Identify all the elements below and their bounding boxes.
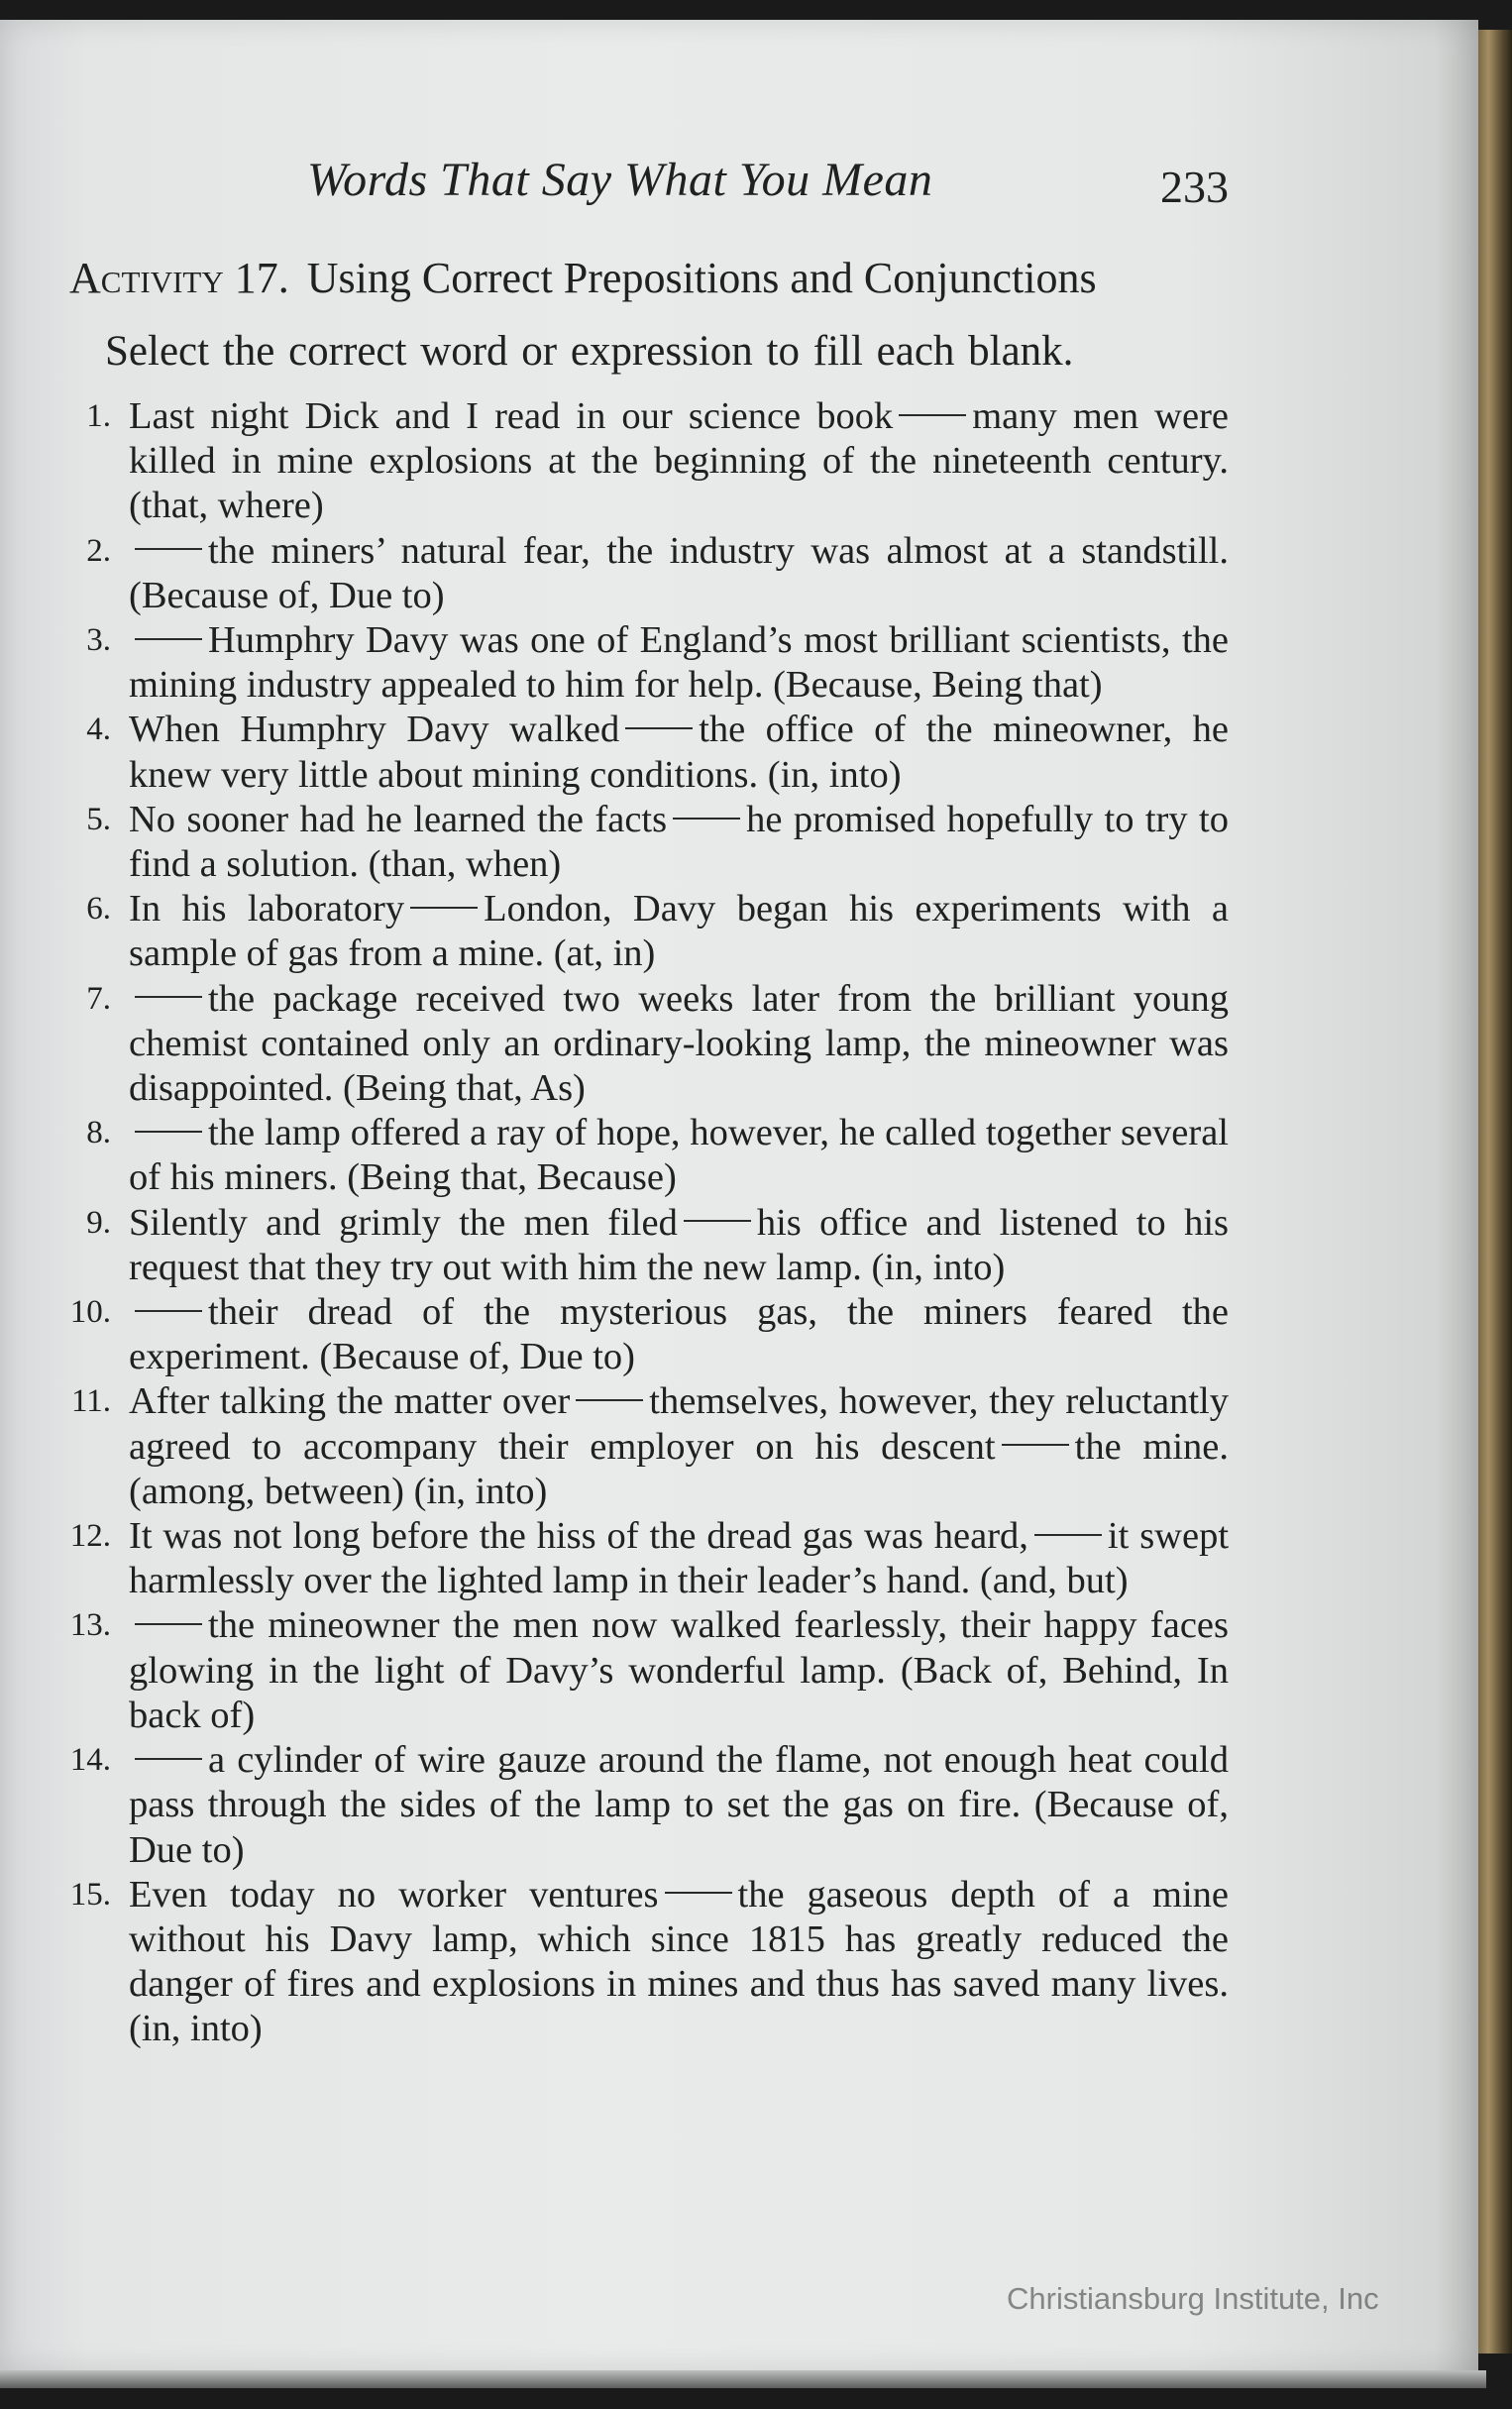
exercise-number: 8.	[86, 1115, 111, 1151]
running-head	[69, 129, 1229, 212]
exercise-item	[69, 977, 1229, 1112]
fill-in-blank	[899, 414, 966, 416]
fill-in-blank	[135, 548, 202, 550]
exercise-text-after: his office and listened to his request that they try out with him the new lamp. (in, into)	[129, 1201, 1229, 1288]
exercise-item	[69, 394, 1229, 529]
exercise-text-after: the mineowner the men now walked fearlessly, their happy faces glowing in the light of Davy’s wonderful lamp. (Back of, Behind, In back of)	[129, 1604, 1229, 1736]
exercise-text-before: Last night Dick and I read in our science book	[129, 395, 894, 437]
exercise-number: 13.	[69, 1607, 111, 1644]
exercise-item	[69, 618, 1229, 708]
fill-in-blank	[135, 638, 202, 640]
activity-heading	[69, 250, 1229, 307]
exercise-item	[69, 1873, 1229, 2052]
watermark: Christiansburg Institute, Inc	[1007, 2281, 1379, 2316]
activity-instruction: Select the correct word or expression to fill each blank.	[105, 328, 1074, 375]
fill-in-blank	[135, 1758, 202, 1760]
exercise-item	[69, 1111, 1229, 1200]
fill-in-blank	[135, 996, 202, 998]
running-title: Words That Say What You Mean	[307, 154, 933, 206]
fill-in-blank	[410, 907, 478, 909]
exercise-item	[69, 708, 1229, 797]
exercise-text-after: the package received two weeks later from the brilliant young chemist contained only an ordinary-looking lamp, the mineowner was disappointed. (Being that, As)	[129, 977, 1229, 1110]
exercise-number: 12.	[69, 1518, 111, 1555]
exercise-text-before: In his laboratory	[129, 888, 405, 931]
exercise-item	[69, 529, 1229, 618]
book-spine-edge	[1478, 30, 1512, 2354]
fill-in-blank	[673, 818, 740, 820]
exercise-item	[69, 1514, 1229, 1603]
exercise-text-after: the gaseous depth of a mine without his Davy lamp, which since 1815 has greatly reduced the danger of fires and explosions in mines and thus has saved many lives. (in, into)	[129, 1873, 1229, 2050]
exercise-text-after: the office of the mineowner, he knew very little about mining conditions. (in, into)	[129, 709, 1229, 796]
fill-in-blank	[1002, 1444, 1069, 1446]
exercise-text-before: Silently and grimly the men filed	[129, 1201, 678, 1244]
exercise-item	[69, 887, 1229, 976]
exercise-number: 1.	[86, 398, 111, 434]
exercise-number: 15.	[69, 1876, 111, 1913]
fill-in-blank	[135, 1131, 202, 1133]
exercise-item	[69, 1379, 1229, 1514]
exercise-text-after: a cylinder of wire gauze around the flame, not enough heat could pass through the sides of the lamp to set the gas on fire. (Because of, Due to)	[129, 1739, 1229, 1871]
exercise-number: 4.	[86, 712, 111, 748]
exercise-text-after: the lamp offered a ray of hope, however, he called together several of his miners. (Being that, Because)	[129, 1112, 1229, 1199]
exercise-text-before: After talking the matter over	[129, 1380, 571, 1423]
activity-label: Activity 17.	[69, 254, 289, 302]
exercise-number: 5.	[86, 801, 111, 837]
exercise-text-after: he promised hopefully to try to find a solution. (than, when)	[129, 798, 1229, 886]
fill-in-blank	[135, 1623, 202, 1625]
fill-in-blank	[1034, 1534, 1102, 1536]
page-number: 233	[1160, 162, 1229, 212]
fill-in-blank	[576, 1399, 643, 1401]
exercise-text-after: it swept harmlessly over the lighted lamp in their leader’s hand. (and, but)	[129, 1515, 1230, 1602]
exercise-number: 14.	[69, 1742, 111, 1779]
exercise-text-after: the mine. (among, between) (in, into)	[129, 1425, 1229, 1512]
exercise-item	[69, 1201, 1229, 1290]
exercise-item	[69, 798, 1229, 887]
exercise-text-before: When Humphry Davy walked	[129, 709, 620, 751]
exercise-number: 2.	[86, 532, 111, 569]
exercise-text-before: No sooner had he learned the facts	[129, 798, 668, 840]
exercise-list	[69, 394, 1229, 2052]
activity-title: Using Correct Prepositions and Conjunctions	[306, 254, 1097, 302]
exercise-item	[69, 1738, 1229, 1873]
exercise-text-after: many men were killed in mine explosions at the beginning of the nineteenth century. (that, where)	[129, 395, 1229, 527]
fill-in-blank	[625, 727, 693, 729]
page-content	[69, 129, 1229, 2052]
exercise-number: 11.	[70, 1383, 111, 1420]
exercise-text-before: Even today no worker ventures	[129, 1873, 659, 1916]
exercise-number: 3.	[86, 622, 111, 659]
exercise-text-after: London, Davy began his experiments with a sample of gas from a mine. (at, in)	[129, 888, 1229, 975]
exercise-text-before: It was not long before the hiss of the dread gas was heard,	[129, 1515, 1028, 1558]
exercise-number: 10.	[69, 1294, 111, 1331]
exercise-number: 7.	[86, 980, 111, 1017]
exercise-text-after: their dread of the mysterious gas, the miners feared the experiment. (Because of, Due to)	[129, 1291, 1229, 1378]
fill-in-blank	[684, 1220, 751, 1222]
fill-in-blank	[135, 1310, 202, 1312]
exercise-item	[69, 1290, 1229, 1379]
exercise-text-after: Humphry Davy was one of England’s most brilliant scientists, the mining industry appealed to him for help. (Because, Being that)	[129, 619, 1229, 707]
fill-in-blank	[665, 1892, 732, 1894]
page-bottom-edge	[0, 2370, 1486, 2388]
exercise-number: 6.	[86, 891, 111, 928]
exercise-number: 9.	[86, 1204, 111, 1241]
exercise-text-after: the miners’ natural fear, the industry was almost at a standstill. (Because of, Due to)	[129, 529, 1229, 616]
exercise-item	[69, 1603, 1229, 1738]
exercise-text-middle: themselves, however, they reluctantly agreed to accompany their employer on his descent	[129, 1380, 1229, 1468]
